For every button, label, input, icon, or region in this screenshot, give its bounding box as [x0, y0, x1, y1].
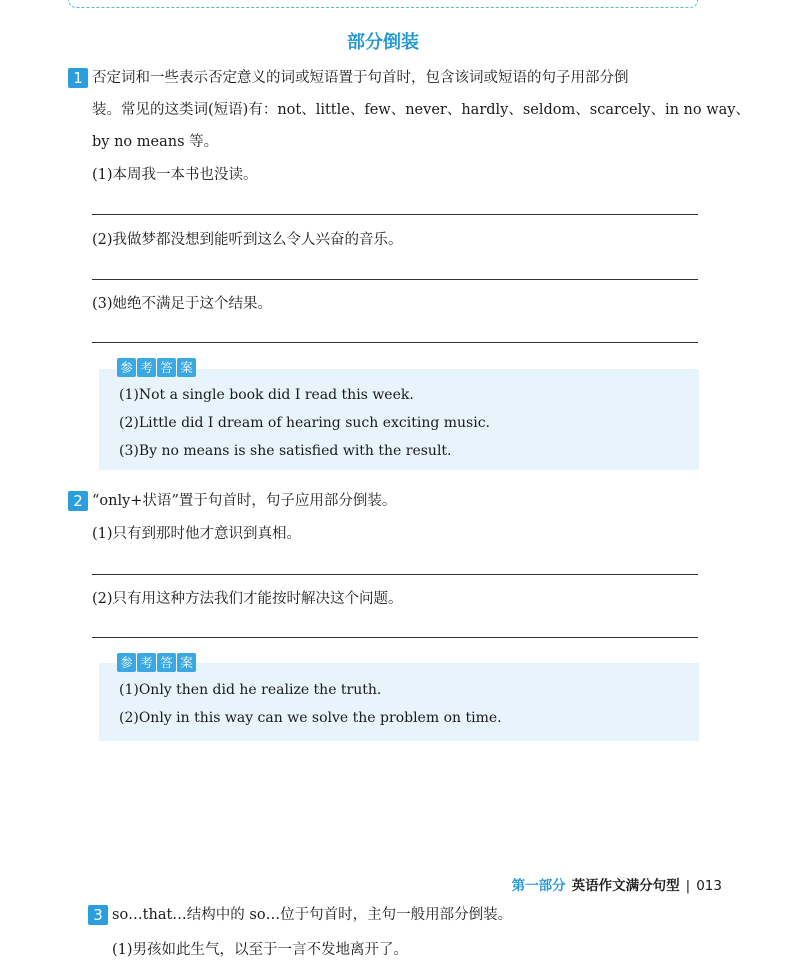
reference-answer: (1)Only then did he realize the truth. — [119, 682, 382, 698]
footer-page-number: 013 — [696, 878, 722, 894]
reference-answer: (3)By no means is she satisfied with the result. — [119, 443, 452, 459]
answer-tag-char: 考 — [137, 653, 156, 672]
answer-tag-char: 答 — [157, 358, 176, 377]
exercise-prompt: (1)本周我一本书也没读。 — [92, 167, 258, 183]
answer-tag-char: 参 — [117, 358, 136, 377]
answer-line — [92, 279, 698, 280]
section-3-intro-line: so…that…结构中的 so…位于句首时，主句一般用部分倒装。 — [112, 907, 513, 923]
section-1-intro-line: 装。常见的这类词(短语)有：not、little、few、never、hardly、seldom、scarcely、in no way、 — [92, 102, 750, 118]
answer-line — [92, 637, 698, 638]
reference-answer-box — [99, 663, 699, 741]
answer-line — [92, 214, 698, 215]
reference-answer-tag — [117, 358, 196, 377]
page-title: 部分倒装 — [347, 32, 419, 53]
answer-tag-char: 案 — [177, 358, 196, 377]
section-number-badge: 3 — [88, 905, 108, 925]
answer-tag-char: 参 — [117, 653, 136, 672]
section-1-intro-line: by no means 等。 — [92, 134, 219, 150]
reference-answer: (2)Only in this way can we solve the problem on time. — [119, 710, 502, 726]
section-number-badge: 1 — [68, 68, 88, 88]
answer-tag-char: 考 — [137, 358, 156, 377]
page-footer — [512, 874, 722, 894]
section-2-intro-line: “only+状语”置于句首时，句子应用部分倒装。 — [92, 493, 397, 509]
exercise-prompt: (1)只有到那时他才意识到真相。 — [92, 526, 302, 542]
answer-tag-char: 答 — [157, 653, 176, 672]
exercise-prompt: (1)男孩如此生气，以至于一言不发地离开了。 — [112, 942, 409, 958]
top-dashed-border — [68, 0, 698, 8]
footer-book-title: 英语作文满分句型 — [571, 878, 680, 894]
answer-tag-char: 案 — [177, 653, 196, 672]
footer-separator: | — [685, 878, 691, 894]
exercise-prompt: (2)只有用这种方法我们才能按时解决这个问题。 — [92, 591, 403, 607]
exercise-prompt: (3)她绝不满足于这个结果。 — [92, 296, 273, 312]
section-1-intro-line: 否定词和一些表示否定意义的词或短语置于句首时，包含该词或短语的句子用部分倒 — [92, 70, 629, 86]
reference-answer: (2)Little did I dream of hearing such exciting music. — [119, 415, 491, 431]
answer-line — [92, 342, 698, 343]
exercise-prompt: (2)我做梦都没想到能听到这么令人兴奋的音乐。 — [92, 232, 403, 248]
footer-part-label: 第一部分 — [511, 878, 566, 894]
reference-answer: (1)Not a single book did I read this week. — [119, 387, 414, 403]
answer-line — [92, 574, 698, 575]
section-number-badge: 2 — [68, 491, 88, 511]
reference-answer-tag — [117, 653, 196, 672]
